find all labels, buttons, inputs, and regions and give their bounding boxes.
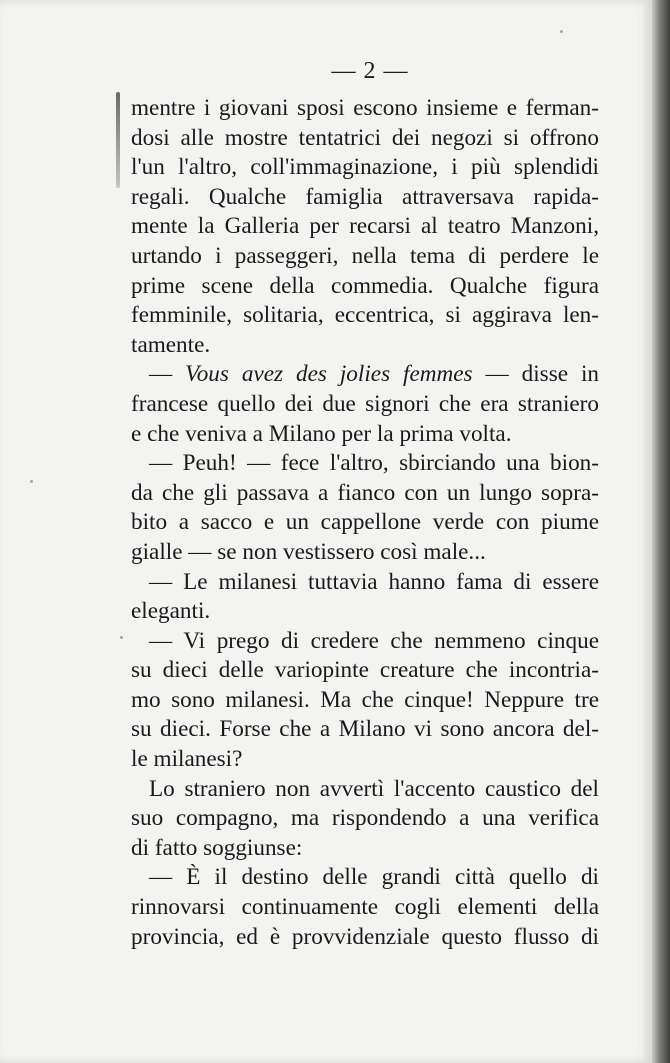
text-line: — Peuh! — fece l'altro, sbirciando una bion- [149,450,599,477]
text-line: mo sono milanesi. Ma che cinque! Neppure tre [131,686,599,713]
text-line: — Vi prego di credere che nemmeno cinque [149,627,599,654]
text-line: regali. Qualche famiglia attraversava rapida- [131,183,599,210]
text-line: gialle — se non vestissero così male... [131,538,486,565]
french-phrase: Vous avez des jolies femmes [185,361,473,388]
text-line: — Vous avez des jolies femmes — disse in [149,361,599,388]
margin-mark [116,92,120,188]
paper-speck [120,636,123,639]
text-line: rinnovarsi continuamente cogli elementi della [131,894,599,921]
paper-speck [30,480,33,483]
text-line: su dieci delle variopinte creature che incontria- [131,657,599,684]
text-line: — È il destino delle grandi città quello di [149,864,599,891]
text-line: l'un l'altro, coll'immaginazione, i più splendidi [131,154,599,181]
text-line: suo compagno, ma rispondendo a una verifica [131,805,599,832]
text-line: bito a sacco e un cappellone verde con piume [131,509,599,536]
text-line: mente la Galleria per recarsi al teatro Manzoni, [131,213,599,240]
text-line: mentre i giovani sposi escono insieme e ferman- [131,95,599,121]
text-line: provincia, ed è provvidenziale questo flusso di [131,923,599,950]
body-text [131,94,599,952]
text-line: dosi alle mostre tentatrici dei negozi si offrono [131,124,599,151]
page-number: — 2 — [331,58,409,84]
text-line: francese quello dei due signori che era straniero [131,390,599,417]
text-line: di fatto soggiunse: [131,834,303,861]
text-line: urtando i passeggeri, nella tema di perdere le [131,242,599,269]
text-line: su dieci. Forse che a Milano vi sono ancora del- [131,716,599,743]
text-line: da che gli passava a fianco con un lungo sopra- [131,479,599,506]
text-line: eleganti. [131,598,211,625]
text-line: Lo straniero non avvertì l'accento caustico del [149,775,599,802]
text-line: tamente. [131,331,211,358]
text-line: e che veniva a Milano per la prima volta. [131,420,512,447]
text-line: — Le milanesi tuttavia hanno fama di essere [149,568,599,595]
book-binding-edge [652,0,670,1063]
text-line: prime scene della commedia. Qualche figura [131,272,599,299]
text-line: le milanesi? [131,746,243,773]
paper-speck [560,30,563,33]
text-line: femminile, solitaria, eccentrica, si aggirava len- [131,302,599,329]
